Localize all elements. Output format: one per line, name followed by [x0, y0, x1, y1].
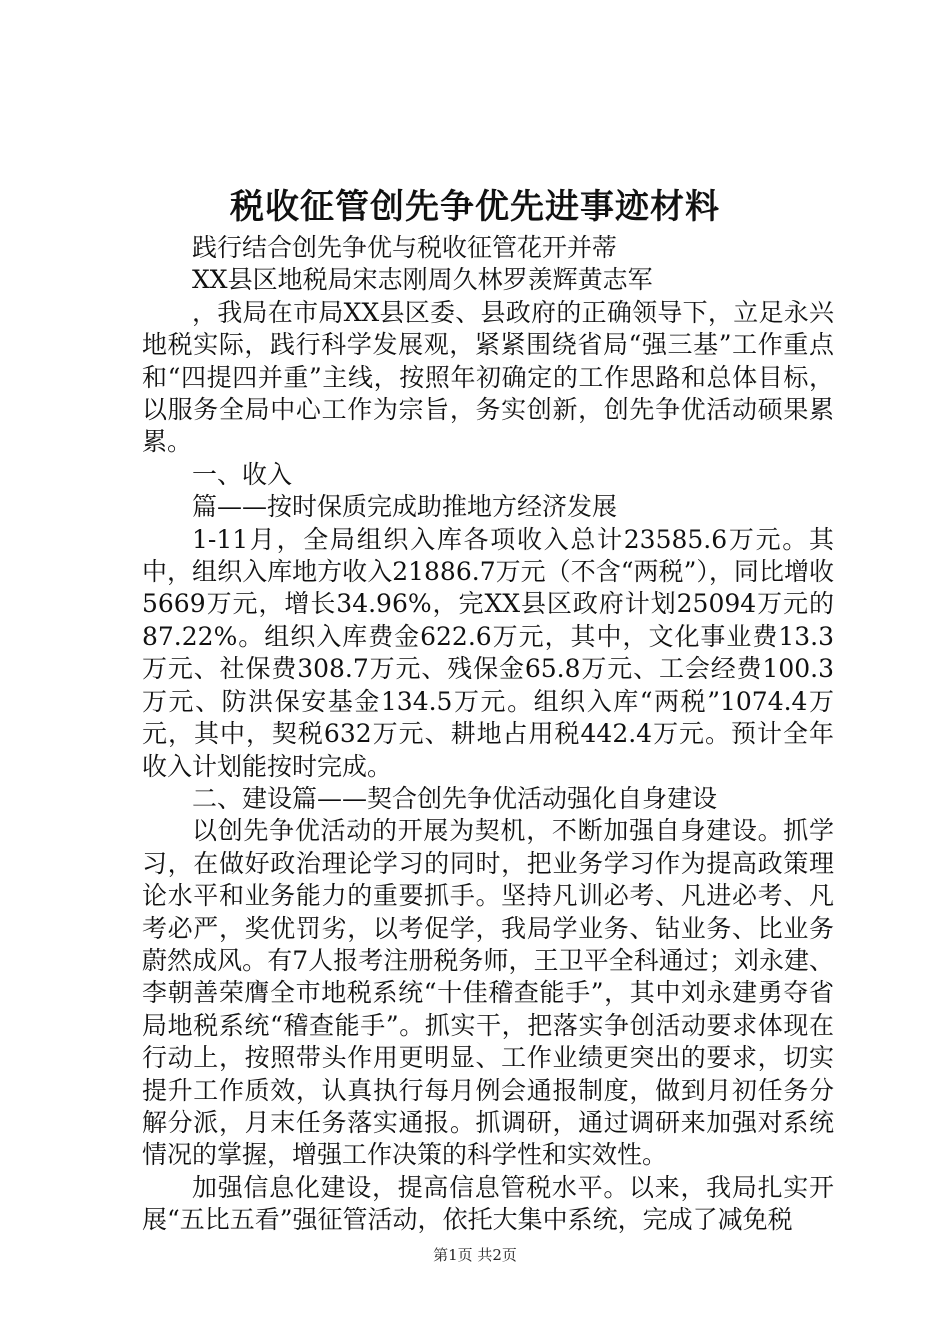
section-subheading: 篇——按时保质完成助推地方经济发展: [192, 492, 618, 522]
section-heading: 二、建设篇——契合创先争优活动强化自身建设: [192, 783, 718, 813]
document-body: [142, 232, 834, 1237]
body-paragraph: ，我局在市局XX县区委、县政府的正确领导下，立足永兴地税实际，践行科学发展观，紧紧围绕省局“强三基”工作重点和“四提四并重”主线，按照年初确定的工作思路和总体目标，以服务全局中心工作为宗旨，务实创新，创先争优活动硕果累累。: [142, 297, 834, 457]
body-paragraph: 加强信息化建设，提高信息管税水平。以来，我局扎实开展“五比五看”强征管活动，依托大集中系统，完成了减免税: [142, 1172, 834, 1235]
page-number: 第1页 共2页: [433, 1246, 517, 1264]
section-heading: 一、收入: [192, 459, 293, 489]
body-paragraph: 以创先争优活动的开展为契机，不断加强自身建设。抓学习，在做好政治理论学习的同时，把业务学习作为提高政策理论水平和业务能力的重要抓手。坚持凡训必考、凡进必考、凡考必严，奖优罚劣，以考促学，我局学业务、钻业务、比业务蔚然成风。有7人报考注册税务师，王卫平全科通过；刘永建、李朝善荣膺全市地税系统“十佳稽查能手”，其中刘永建勇夺省局地税系统“稽查能手”。抓实干，把落实争创活动要求体现在行动上，按照带头作用更明显、工作业绩更突出的要求，切实提升工作质效，认真执行每月例会通报制度，做到月初任务分解分派，月末任务落实通报。抓调研，通过调研来加强对系统情况的掌握，增强工作决策的科学性和实效性。: [142, 816, 834, 1170]
document-title: 税收征管创先争优先进事迹材料: [230, 187, 720, 227]
subtitle-line: 践行结合创先争优与税收征管花开并蒂: [192, 233, 618, 262]
author-line: XX县区地税局宋志刚周久林罗羡辉黄志军: [192, 265, 653, 295]
body-paragraph: 1-11月，全局组织入库各项收入总计23585.6万元。其中，组织入库地方收入21886.7万元（不含“两税”），同比增收5669万元，增长34.96%，完XX县区政府计划25094万元的87.22%。组织入库费金622.6万元，其中，文化事业费13.3万元、社保费308.7万元、残保金65.8万元、工会经费100.3万元、防洪保安基金134.5万元。组织入库“两税”1074.4万元，其中，契税632万元、耕地占用税442.4万元。预计全年收入计划能按时完成。: [142, 524, 834, 781]
